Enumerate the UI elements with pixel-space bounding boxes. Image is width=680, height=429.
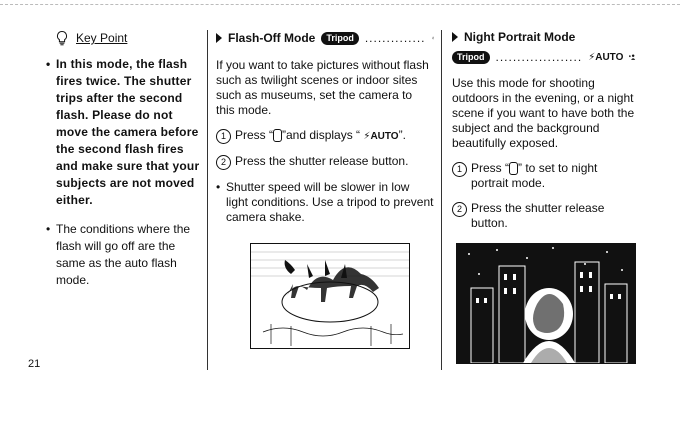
night-step-1-post: ” to set to night portrait mode. [471, 161, 598, 190]
step-number: 1 [452, 162, 467, 177]
auto-label: AUTO [595, 51, 624, 63]
step-number: 2 [452, 202, 467, 217]
step-1-post: ”. [398, 128, 406, 142]
night-scene-image [457, 244, 635, 363]
key-point-title: Key Point [76, 31, 128, 45]
section-arrow-icon [452, 32, 458, 42]
night-portrait-column [452, 30, 636, 241]
step-number: 1 [216, 129, 231, 144]
flash-auto-off-icon: ⚡AUTO [363, 131, 399, 142]
night-portrait-intro: Use this mode for shooting outdoors in the evening, or a night scene if you want to have both the subject and the background beautifully exposed. [452, 76, 635, 150]
page-top-border [0, 4, 680, 5]
key-point-bullet-2: • The conditions where the flash will go off are the same as the auto flash mode. [46, 221, 206, 289]
night-portrait-heading [452, 30, 636, 44]
leader-dots: .............. [364, 31, 426, 45]
key-point-bullet-1: • In this mode, the flash fires twice. The shutter trips after the second flash. Please do not move the camera before the second flash fires and make sure that your subjects are not moved either. [46, 56, 206, 209]
step-number: 2 [216, 155, 231, 170]
step-1-pre: Press “ [235, 128, 274, 142]
flash-off-step-2-text: Press the shutter release button. [235, 154, 409, 168]
night-portrait-title: Night Portrait Mode [464, 30, 576, 44]
flash-off-step-1 [216, 128, 434, 144]
tripod-badge: Tripod [452, 51, 490, 64]
auto-label: AUTO [370, 131, 399, 142]
flash-off-heading [216, 30, 434, 46]
night-portrait-step-1 [452, 161, 636, 191]
column-divider-left [207, 30, 208, 370]
page-number: 21 [28, 358, 41, 370]
lightbulb-icon [54, 30, 70, 46]
night-step-1-pre: Press “ [471, 161, 510, 175]
leader-dots: .................... [495, 50, 583, 64]
flash-off-title: Flash-Off Mode [228, 31, 316, 45]
dinosaur-skeleton-image [251, 244, 409, 348]
flash-auto-icon: ⚡AUTO [588, 51, 624, 63]
night-portrait-mode-line [452, 50, 636, 64]
step-1-text [235, 128, 406, 144]
column-divider-right [441, 30, 442, 370]
night-portrait-step-2-text: Press the shutter release button. [471, 201, 605, 230]
flash-off-column [216, 30, 434, 225]
tripod-badge: Tripod [321, 32, 359, 45]
flash-off-icon [432, 30, 434, 46]
museum-dinosaur-illustration [250, 243, 410, 349]
night-step-1-text [471, 161, 636, 191]
flash-off-note: • Shutter speed will be slower in low light conditions. Use a tripod to prevent camera shake. [216, 180, 434, 225]
key-point-heading [54, 30, 206, 46]
key-point-list [46, 56, 206, 289]
flash-off-step-2 [216, 154, 434, 170]
flash-off-intro: If you want to take pictures without flash such as twilight scenes or indoor sites such as museums, set the camera to this mode. [216, 58, 429, 117]
step-1-mid: ”and displays “ [282, 128, 361, 142]
night-city-portrait-illustration [456, 243, 636, 364]
night-portrait-step-2 [452, 201, 636, 231]
shutter-button-icon [273, 129, 282, 142]
key-point-column [46, 30, 206, 301]
shutter-button-icon [509, 162, 518, 175]
section-arrow-icon [216, 33, 222, 43]
night-portrait-icon [629, 50, 636, 64]
